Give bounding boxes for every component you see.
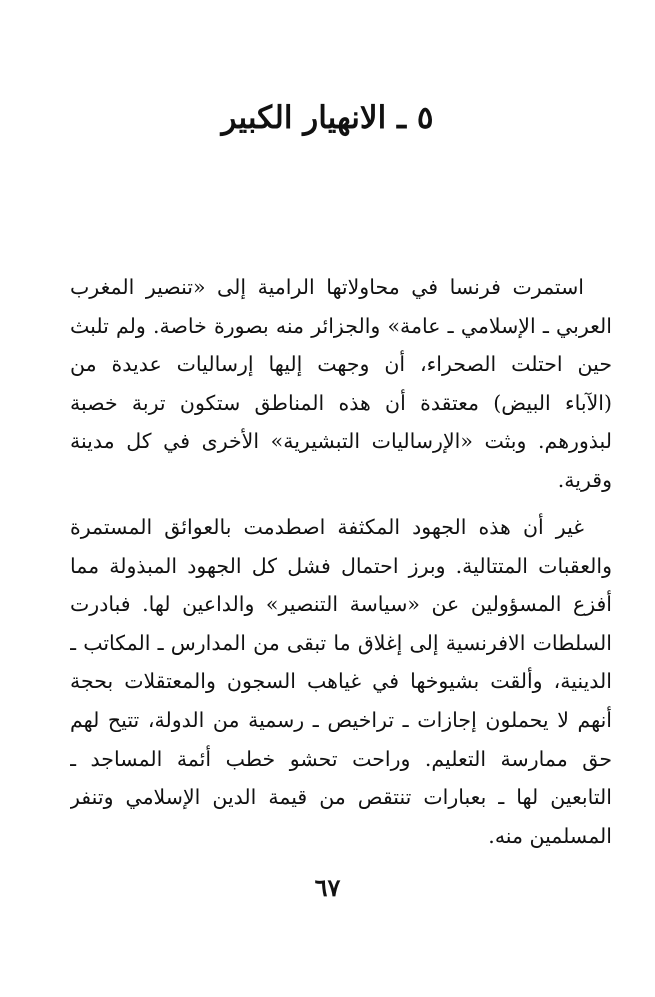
text-line: الدينية، وألقت بشيوخها في غياهب السجون والمعتقلات بحجة [70,669,612,694]
text-line: العربي ـ الإسلامي ـ عامة» والجزائر منه بصورة خاصة. ولم تلبث [70,313,612,338]
text-line: (الآباء البيض) معتقدة أن هذه المناطق ستكون تربة خصبة [70,390,612,415]
text-line: أفزع المسؤولين عن «سياسة التنصير» والداعين لها. فبادرت [70,592,612,617]
text-line: استمرت فرنسا في محاولاتها الرامية إلى «تنصير المغرب [70,275,584,299]
paragraph-2 [70,508,612,855]
text-line: السلطات الافرنسية إلى إغلاق ما تبقى من المدارس ـ المكاتب ـ [70,630,612,655]
text-line: حين احتلت الصحراء، أن وجهت إليها إرساليات عديدة من [70,352,612,377]
text-line: أنهم لا يحملون إجازات ـ تراخيص ـ رسمية من الدولة، تتيح لهم [70,707,612,732]
text-line: حق ممارسة التعليم. وراحت تحشو خطب أئمة المساجد ـ [70,746,612,771]
page-number: ٦٧ [314,873,341,902]
text-line: المسلمين منه. [488,823,612,848]
text-line: وقرية. [557,467,612,492]
text-line: والعقبات المتتالية. وبرز احتمال فشل كل الجهود المبذولة مما [70,553,612,578]
paragraph-1 [70,268,612,500]
text-line: غير أن هذه الجهود المكثفة اصطدمت بالعوائق المستمرة [70,515,584,539]
text-line: التابعين لها ـ بعبارات تنتقص من قيمة الدين الإسلامي وتنفر [70,785,612,810]
text-line: لبذورهم. وبثت «الإرساليات التبشيرية» الأخرى في كل مدينة [70,429,612,454]
chapter-title: ٥ ـ الانهيار الكبير [221,100,434,136]
